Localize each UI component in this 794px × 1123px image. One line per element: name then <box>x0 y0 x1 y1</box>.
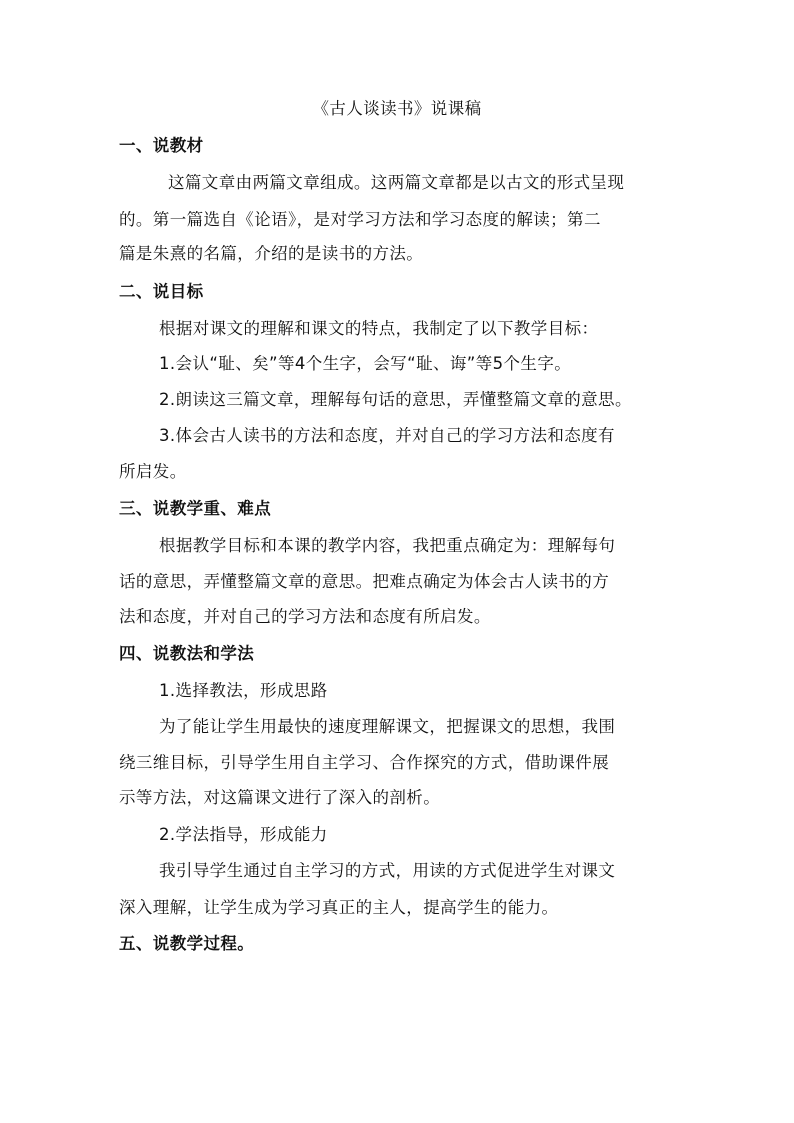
paragraph-line: 示等方法，对这篇课文进行了深入的剖析。 <box>119 788 441 807</box>
paragraph-line: 这篇文章由两篇文章组成。这两篇文章都是以古文的形式呈现 <box>168 173 625 192</box>
paragraph-line: 的。第一篇选自《论语》，是对学习方法和学习态度的解读；第二 <box>119 210 601 229</box>
paragraph-line: 根据对课文的理解和课文的特点，我制定了以下教学目标： <box>159 319 599 338</box>
paragraph-line: 根据教学目标和本课的教学内容，我把重点确定为：理解每句 <box>159 536 616 555</box>
section-heading-objectives: 二、说目标 <box>119 282 204 301</box>
list-item: 2.朗读这三篇文章，理解每句话的意思，弄懂整篇文章的意思。 <box>159 390 632 409</box>
paragraph-line: 所启发。 <box>119 462 187 481</box>
paragraph-line: 话的意思，弄懂整篇文章的意思。把难点确定为体会古人读书的方 <box>119 572 610 591</box>
section-heading-methods: 四、说教法和学法 <box>119 644 255 663</box>
paragraph-line: 篇是朱熹的名篇，介绍的是读书的方法。 <box>119 244 424 263</box>
subheading-line: 1.选择教法，形成思路 <box>159 681 328 700</box>
paragraph-line: 深入理解，让学生成为学习真正的主人，提高学生的能力。 <box>119 898 559 917</box>
section-heading-process: 五、说教学过程。 <box>119 934 255 953</box>
paragraph-line: 为了能让学生用最快的速度理解课文，把握课文的思想，我围 <box>159 717 616 736</box>
paragraph-line: 绕三维目标，引导学生用自主学习、合作探究的方式，借助课件展 <box>119 753 610 772</box>
paragraph-line: 我引导学生通过自主学习的方式，用读的方式促进学生对课文 <box>159 861 616 880</box>
section-heading-textbook: 一、说教材 <box>119 136 204 155</box>
list-item: 3.体会古人读书的方法和态度，并对自己的学习方法和态度有 <box>159 426 615 445</box>
list-item: 1.会认“耻、矣”等4个生字，会写“耻、诲”等5个生字。 <box>159 354 572 373</box>
subheading-line: 2.学法指导，形成能力 <box>159 825 328 844</box>
paragraph-line: 法和态度，并对自己的学习方法和态度有所启发。 <box>119 607 491 626</box>
page-title: 《古人谈读书》说课稿 <box>312 99 482 118</box>
section-heading-key-points: 三、说教学重、难点 <box>119 499 272 518</box>
